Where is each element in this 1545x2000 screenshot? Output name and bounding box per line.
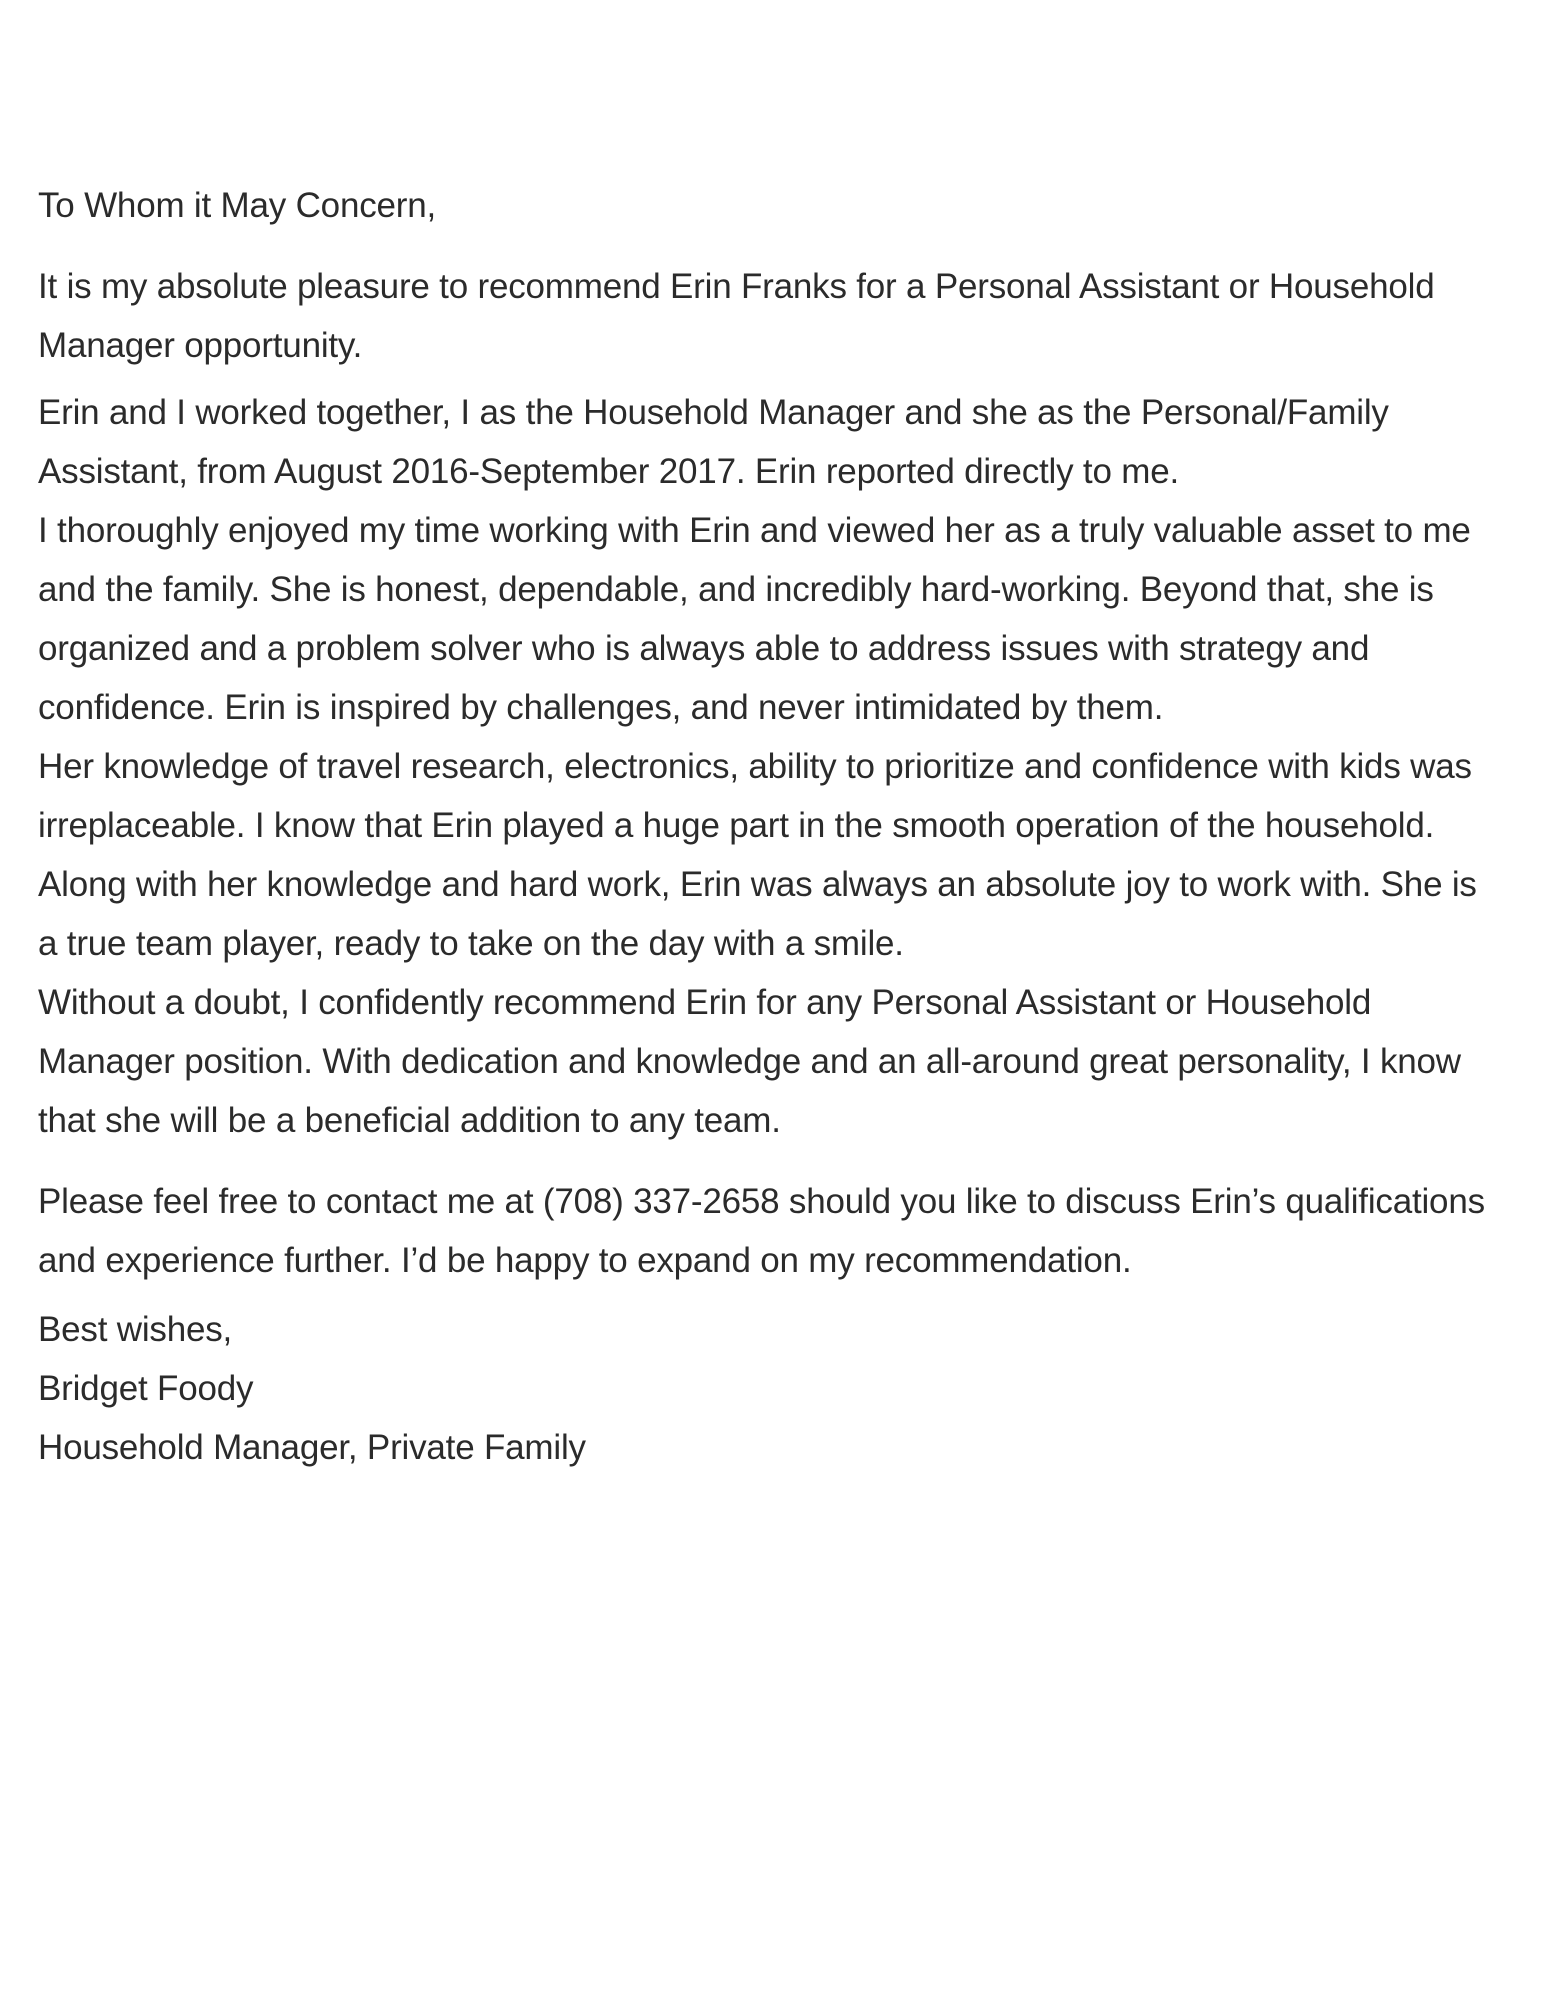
signer-name: Bridget Foody bbox=[38, 1369, 254, 1408]
letter-paragraph-work-history: Erin and I worked together, I as the Household Manager and she as the Personal/Family Assistant, from August 2016-September 2017. Erin reported directly to me. bbox=[38, 393, 1389, 491]
letter-greeting: To Whom it May Concern, bbox=[38, 186, 437, 225]
recommendation-letter bbox=[38, 176, 1498, 1477]
letter-paragraph-contact: Please feel free to contact me at (708) 337-2658 should you like to discuss Erin’s qualifications and experience further. I’d be happy to expand on my recommendation. bbox=[38, 1182, 1485, 1280]
signer-title: Household Manager, Private Family bbox=[38, 1428, 586, 1467]
letter-paragraph-teamwork: Along with her knowledge and hard work, Erin was always an absolute joy to work with. She is a true team player, ready to take on the day with a smile. bbox=[38, 865, 1477, 963]
letter-paragraph-qualities: I thoroughly enjoyed my time working with Erin and viewed her as a truly valuable asset to me and the family. She is honest, dependable, and incredibly hard-working. Beyond that, she is organized and a problem solver who is always able to address issues with strategy and confidence. Erin is inspired by challenges, and never intimidated by them. bbox=[38, 511, 1471, 727]
letter-paragraph-intro: It is my absolute pleasure to recommend Erin Franks for a Personal Assistant or Household Manager opportunity. bbox=[38, 267, 1435, 365]
letter-paragraph-knowledge: Her knowledge of travel research, electronics, ability to prioritize and confidence with kids was irreplaceable. I know that Erin played a huge part in the smooth operation of the household. bbox=[38, 747, 1472, 845]
letter-closing: Best wishes, bbox=[38, 1310, 233, 1349]
letter-paragraph-recommendation: Without a doubt, I confidently recommend Erin for any Personal Assistant or Household Manager position. With dedication and knowledge and an all-around great personality, I know that she will be a beneficial addition to any team. bbox=[38, 983, 1461, 1140]
